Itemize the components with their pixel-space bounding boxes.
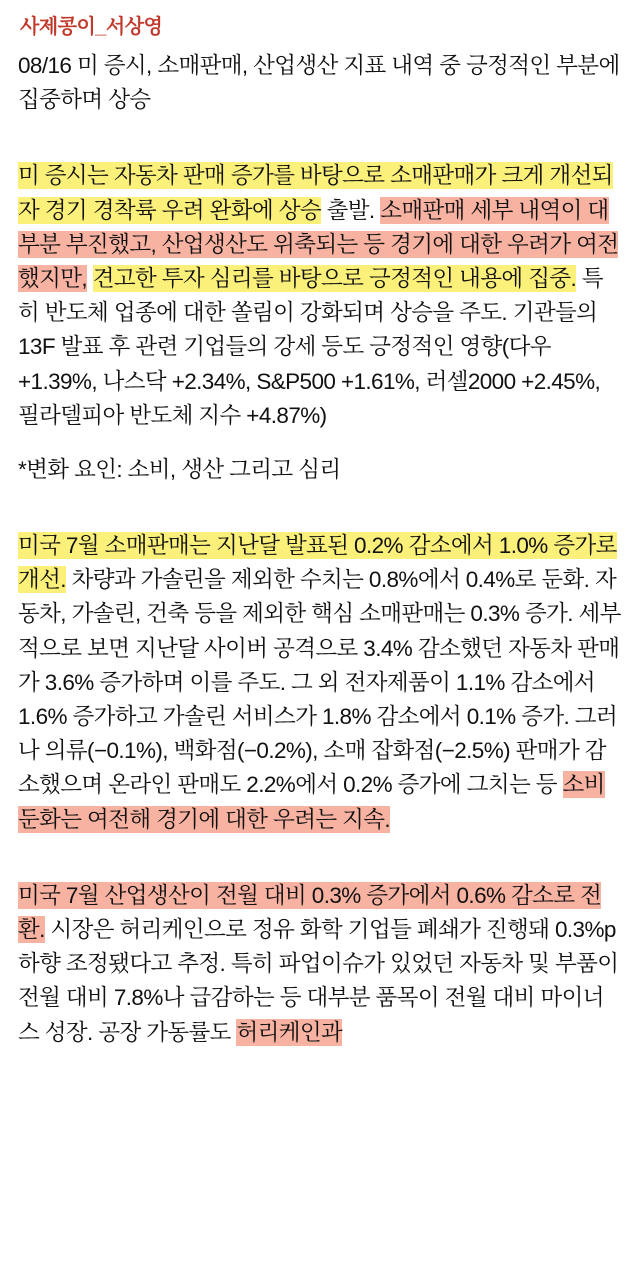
- article-body: [18, 49, 622, 1050]
- spacer-3: [18, 857, 622, 879]
- summary-text-3: 특히 반도체 업종에 대한 쏠림이 강화되며 상승을 주도. 기관들의 13F 발표 후 관련 기업들의 강세 등도 긍정적인 영향(다우 +1.39%, 나스닥 +2.34%, S&P500 +1.61%, 러셀2000 +2.45%, 필라델피아 반도체 지수 +4.87%): [18, 265, 603, 428]
- production-highlight-1: 미국 7월 산업생산이 전월 대비 0.3% 증가에서 0.6% 감소로 전환.: [18, 882, 602, 942]
- spacer-1: [18, 137, 622, 159]
- summary-paragraph: [18, 159, 622, 433]
- summary-highlight-2: 소매판매 세부 내역이 대부분 부진했고, 산업생산도 위축되는 등 경기에 대한 우려가 여전했지만,: [18, 197, 619, 291]
- summary-text-1: 출발.: [321, 197, 381, 223]
- retail-text-1: 차량과 가솔린을 제외한 수치는 0.8%에서 0.4%로 둔화. 자동차, 가솔린, 건축 등을 제외한 핵심 소매판매는 0.3% 증가. 세부적으로 보면 지난달 사이버 공격으로 3.4% 감소했던 자동차 판매가 3.6% 증가하며 이를 주도. 그 외 전자제품이 1.1% 감소에서 1.6% 증가하고 가솔린 서비스가 1.8% 감소에서 0.1% 증가. 그러나 의류(−0.1%), 백화점(−0.2%), 소매 잡화점(−2.5%) 판매가 감소했으며 온라인 판매도 2.2%에서 0.2% 증가에 그치는 등: [18, 567, 621, 798]
- retail-highlight-1: 미국 7월 소매판매는 지난달 발표된 0.2% 감소에서 1.0% 증가로 개선.: [18, 533, 617, 593]
- retail-highlight-2: 소비 둔화는 여전해 경기에 대한 우려는 지속.: [18, 772, 605, 832]
- production-text-1: 시장은 허리케인으로 정유 화학 기업들 폐쇄가 진행돼 0.3%p 하향 조정됐다고 추정. 특히 파업이슈가 있었던 자동차 및 부품이 전월 대비 7.8%나 급감하는 등 대부분 품목이 전월 대비 마이너스 성장. 공장 가동률도: [18, 916, 619, 1045]
- intro-paragraph: [18, 49, 622, 117]
- section-note-text: *변화 요인: 소비, 생산 그리고 심리: [18, 456, 341, 482]
- summary-highlight-1: 미 증시는 자동차 판매 증가를 바탕으로 소매판매가 크게 개선되자 경기 경착륙 우려 완화에 상승: [18, 163, 613, 223]
- retail-paragraph: [18, 529, 622, 837]
- summary-highlight-3: 견고한 투자 심리를 바탕으로 긍정적인 내용에 집중.: [92, 265, 577, 291]
- page-title: 사제콩이_서상영: [20, 16, 163, 38]
- summary-text-2: [87, 266, 93, 291]
- section-note: [18, 453, 622, 487]
- intro-text: 08/16 미 증시, 소매판매, 산업생산 지표 내역 중 긍정적인 부분에 집중하며 상승: [18, 53, 620, 113]
- production-paragraph: [18, 879, 622, 1050]
- production-highlight-2: 허리케인과: [236, 1019, 343, 1045]
- spacer-2: [18, 507, 622, 529]
